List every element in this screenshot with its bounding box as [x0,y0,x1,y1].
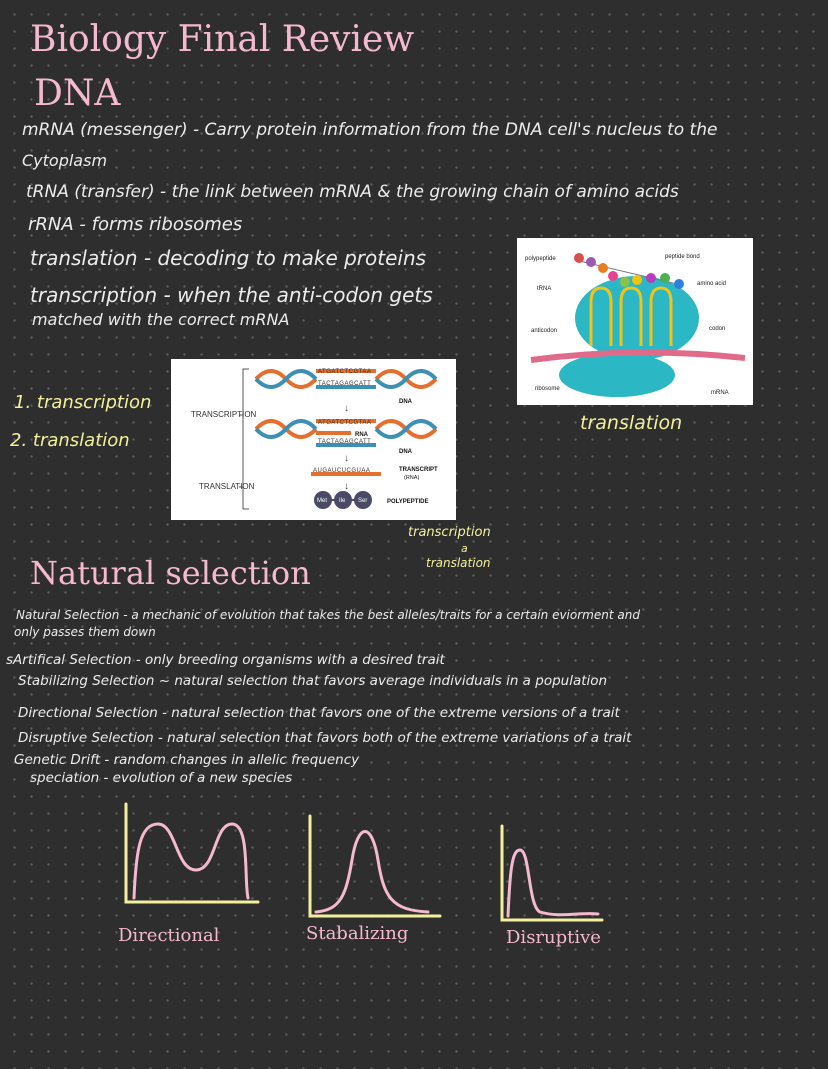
graph-label-disruptive: Disruptive [506,927,601,948]
svg-text:Ser: Ser [358,498,368,504]
transcription-diagram [171,359,456,520]
note-trna: tRNA (transfer) - the link between mRNA & the growing chain of amino acids [26,182,679,202]
svg-text:TRANSCRIPT: TRANSCRIPT [399,467,438,473]
note-genetic-drift: Genetic Drift - random changes in allelic frequency [14,752,360,768]
graph-label-directional: Directional [118,925,220,946]
note-translation: translation - decoding to make proteins [30,246,427,270]
svg-text:anticodon: anticodon [531,328,558,334]
translation-diagram [517,238,753,405]
svg-text:(RNA): (RNA) [404,475,420,481]
graph-stabalizing [310,816,440,916]
note-natural-selection-cont: only passes them down [14,625,156,639]
note-mrna-cont: Cytoplasm [22,151,108,170]
transcription-caption-line2: a [461,542,468,555]
label-transcription: TRANSCRIPTION [191,410,257,419]
svg-text:amino acid: amino acid [697,281,727,287]
note-directional: Directional Selection - natural selection that favors one of the extreme versions of a trait [18,705,620,721]
graph-disruptive [502,826,602,920]
label-translation: TRANSLATION [199,482,255,491]
translation-caption: translation [580,412,683,434]
note-disruptive: Disruptive Selection - natural selection that favors both of the extreme variations of a trait [18,730,632,746]
note-speciation: speciation - evolution of a new species [30,770,293,786]
svg-text:TACTAGAGCATT: TACTAGAGCATT [318,381,372,387]
page-title: Biology Final Review [30,19,415,60]
svg-text:ribosome: ribosome [535,386,560,392]
svg-text:Ile: Ile [339,498,346,504]
svg-text:↓: ↓ [344,453,349,464]
transcription-caption-line3: translation [426,556,491,570]
note-artificial: sArtifical Selection - only breeding organisms with a desired trait [6,652,445,668]
svg-text:DNA: DNA [399,399,412,405]
svg-text:RNA: RNA [355,432,368,438]
natural-selection-heading: Natural selection [30,554,311,592]
ribosome-small [559,353,675,397]
note-transcription: transcription - when the anti-codon gets [30,283,433,307]
svg-text:POLYPEPTIDE: POLYPEPTIDE [387,499,429,505]
svg-text:TACTAGAGCATT: TACTAGAGCATT [318,439,372,445]
svg-text:mRNA: mRNA [711,390,729,396]
dna-heading: DNA [34,73,121,114]
svg-text:DNA: DNA [399,449,412,455]
svg-text:↓: ↓ [344,403,349,414]
svg-text:ATGATCTCGTAA: ATGATCTCGTAA [318,369,372,375]
svg-text:tRNA: tRNA [537,286,552,292]
svg-text:ATGATCTCGTAA: ATGATCTCGTAA [318,420,372,426]
dna-helix-top [256,369,436,405]
graph-label-stabalizing: Stabalizing [306,923,409,944]
step-transcription: 1. transcription [14,392,152,413]
step-translation: 2. translation [10,430,130,451]
note-mrna: mRNA (messenger) - Carry protein information from the DNA cell's nucleus to the [22,120,718,140]
rna-transcript [311,467,438,481]
svg-text:peptide bond: peptide bond [665,254,700,260]
dna-helix-bottom [256,420,436,455]
svg-text:↓: ↓ [344,481,349,492]
polypeptide-chain [314,491,428,509]
note-rrna: rRNA - forms ribosomes [28,214,243,235]
svg-text:polypeptide: polypeptide [525,256,556,262]
graph-directional [126,804,258,902]
svg-text:Met: Met [317,498,328,504]
selection-graphs [0,800,828,940]
svg-text:codon: codon [709,326,726,332]
transcription-caption-line1: transcription [408,525,491,540]
note-transcription-cont: matched with the correct mRNA [32,310,290,329]
svg-text:AUGAUCUCGUAA: AUGAUCUCGUAA [313,468,371,474]
note-natural-selection: Natural Selection - a mechanic of evolution that takes the best alleles/traits for a certain eviorment and [16,608,640,622]
note-stabilizing: Stabilizing Selection ~ natural selection that favors average individuals in a population [18,673,608,689]
